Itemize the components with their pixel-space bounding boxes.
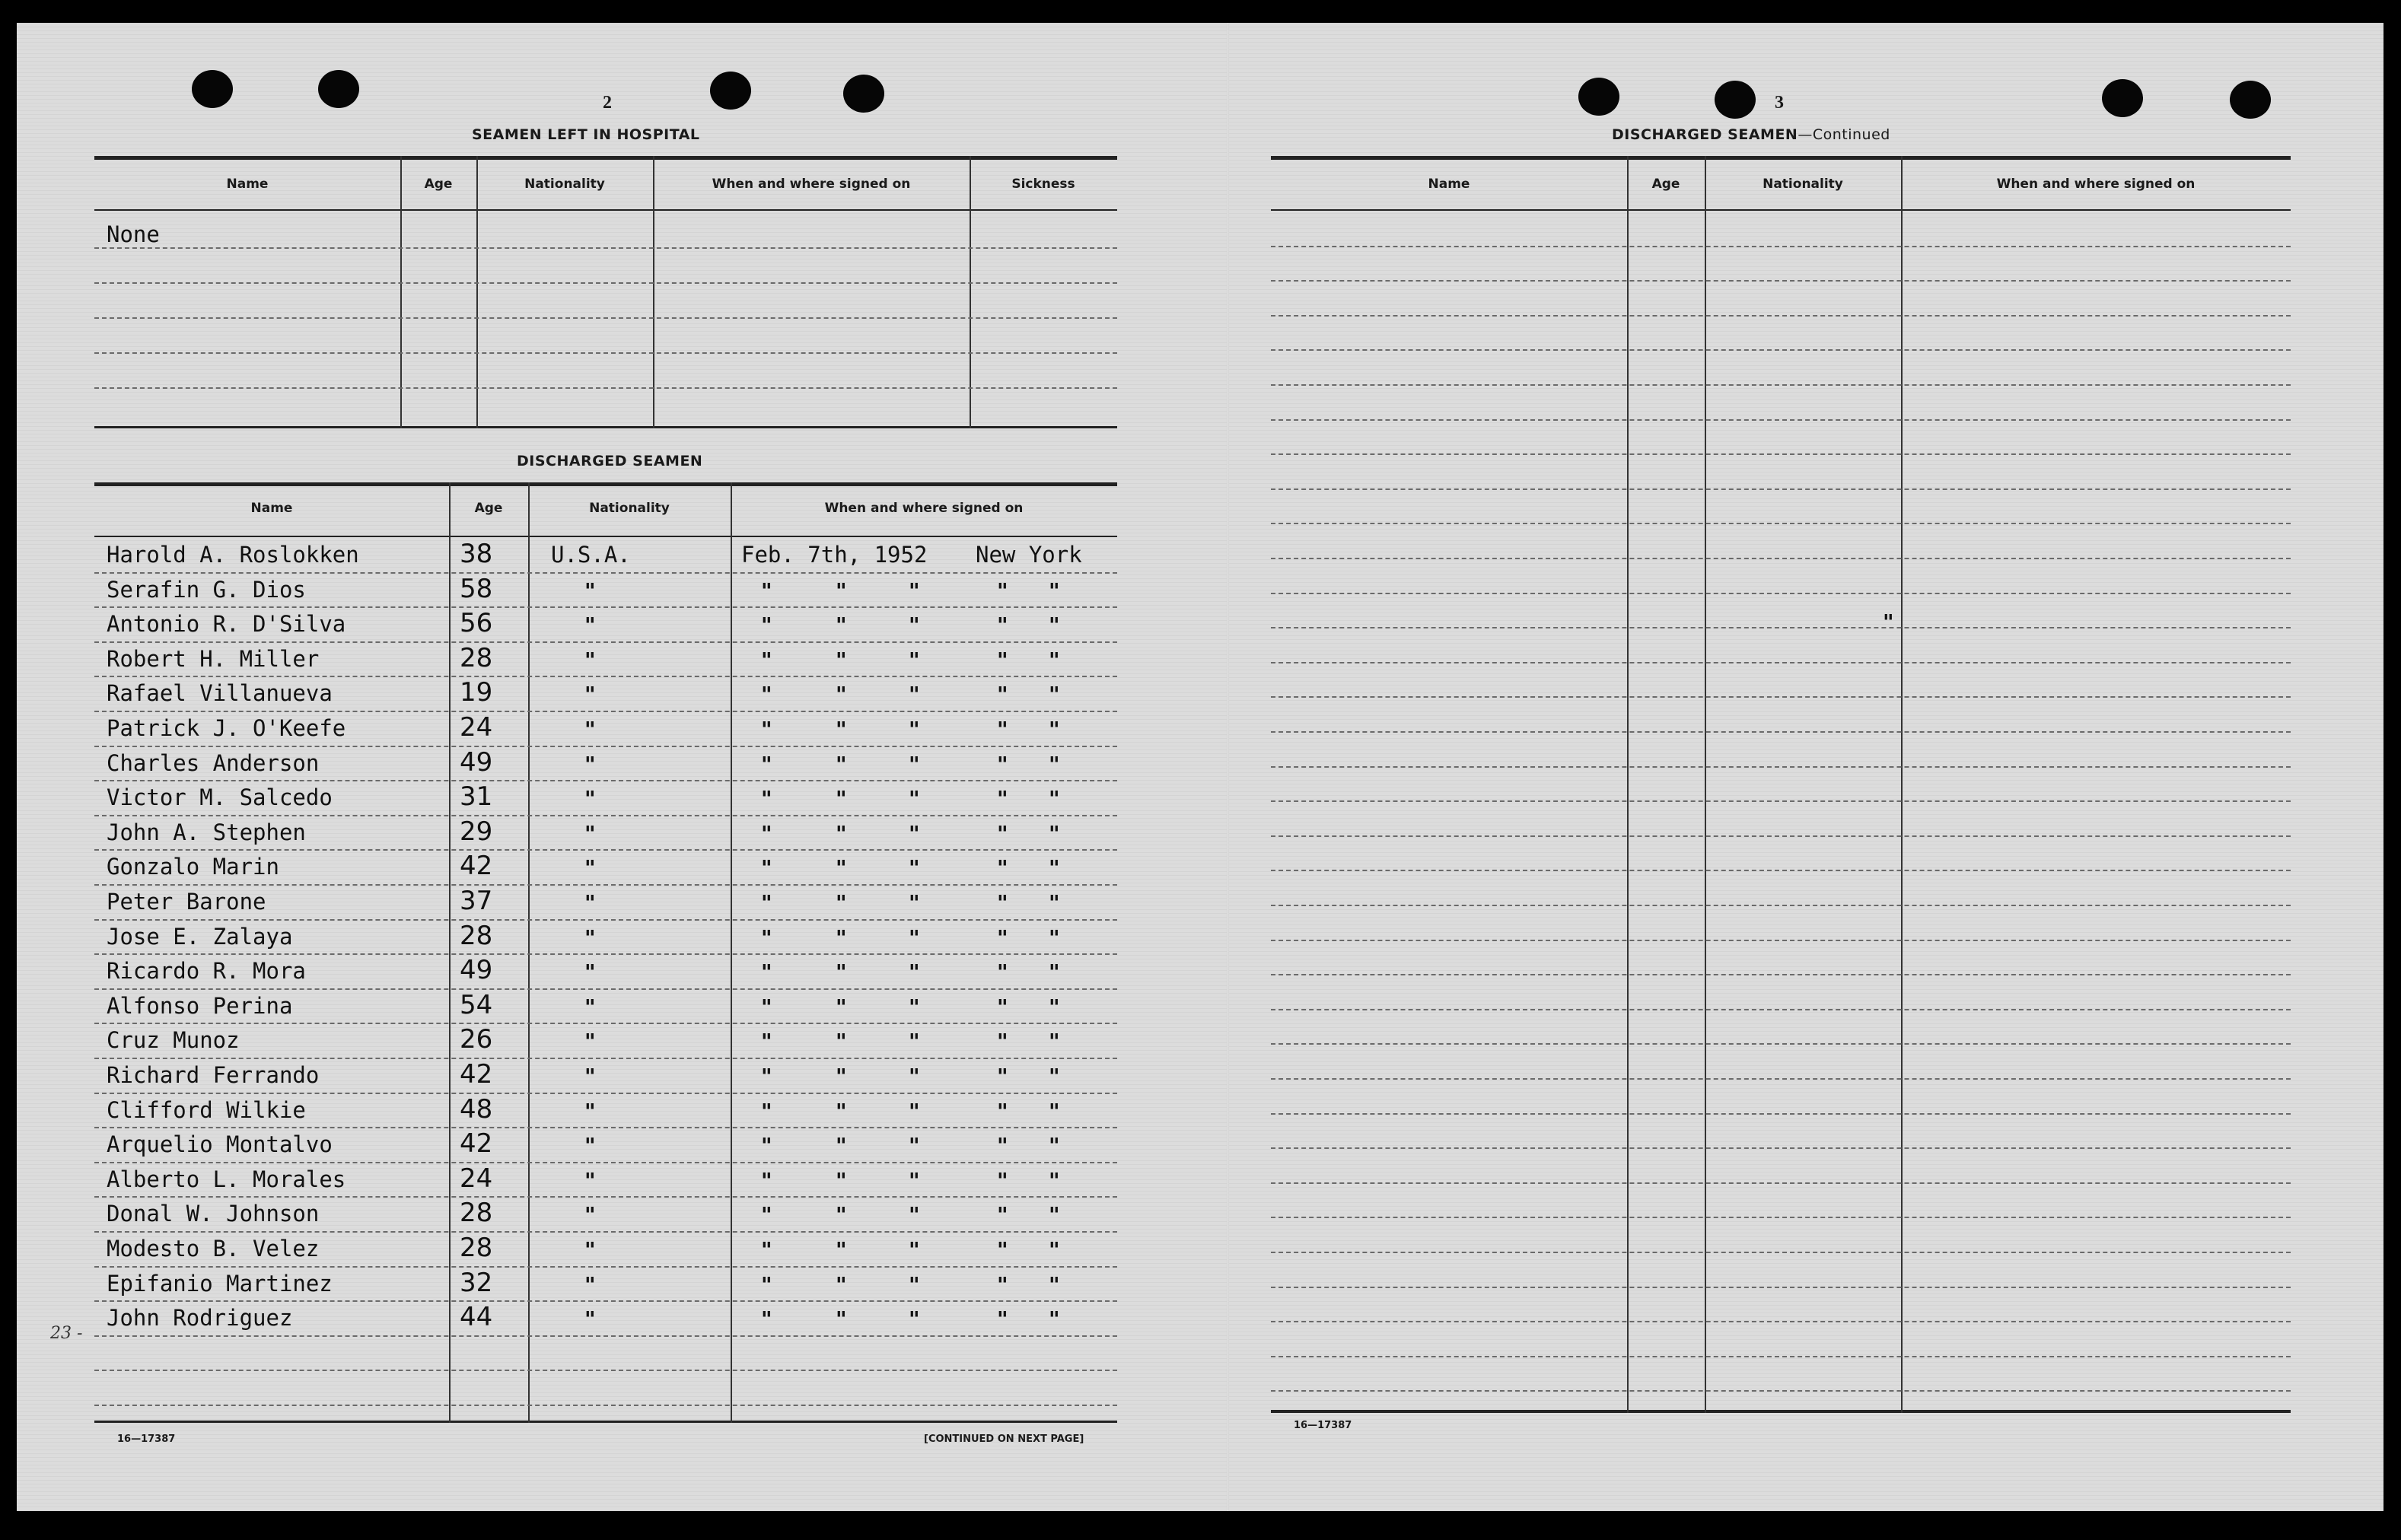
punch-hole (2230, 81, 2271, 119)
nationality-ditto: " (584, 1029, 596, 1055)
signed-on-ditto: " (909, 890, 920, 915)
signed-on-ditto: " (761, 578, 772, 603)
signed-on-ditto: " (836, 959, 847, 985)
nationality-ditto: " (584, 717, 596, 742)
row-rule (1271, 905, 2291, 906)
signed-on-ditto: " (1049, 1271, 1060, 1297)
signed-on-ditto: " (836, 820, 847, 846)
hospital-header-signed-on: When and where signed on (712, 177, 911, 192)
signed-on-ditto: " (1049, 682, 1060, 708)
row-rule (1271, 1078, 2291, 1080)
nationality-ditto: " (584, 1271, 596, 1297)
signed-on-ditto: " (997, 890, 1008, 915)
row-rule (1271, 1252, 2291, 1253)
seaman-age: 28 (460, 920, 493, 951)
hospital-header-sickness: Sickness (1011, 177, 1075, 192)
nationality-ditto: " (584, 751, 596, 777)
seaman-age: 24 (460, 712, 493, 743)
discharged-header-name: Name (250, 501, 293, 516)
signed-on-ditto: " (1049, 924, 1060, 950)
punch-hole (192, 70, 233, 108)
signed-on-ditto: " (836, 578, 847, 603)
row-rule (1271, 419, 2291, 421)
row-rule (94, 1405, 1117, 1406)
signed-on-ditto: " (909, 1306, 920, 1332)
signed-on-ditto: " (1049, 751, 1060, 777)
signed-on-ditto: " (836, 1133, 847, 1159)
signed-on-ditto: " (836, 1098, 847, 1124)
signed-on-ditto: " (761, 924, 772, 950)
row-rule (1271, 1356, 2291, 1357)
signed-on-ditto: " (997, 924, 1008, 950)
signed-on-ditto: " (761, 890, 772, 915)
row-rule (1271, 453, 2291, 455)
right-header-age: Age (1651, 177, 1680, 192)
seaman-name: Cruz Munoz (107, 1027, 240, 1054)
right-form-number: 16—17387 (1294, 1420, 1352, 1431)
seaman-age: 28 (460, 1198, 493, 1229)
right-page-number: 3 (1775, 93, 1784, 113)
row-rule (94, 1023, 1117, 1024)
hospital-header-name: Name (226, 177, 269, 192)
signed-on-ditto: " (1049, 612, 1060, 638)
seaman-age: 38 (460, 539, 493, 569)
nationality-ditto: " (584, 924, 596, 950)
row-rule (94, 711, 1117, 712)
row-rule (94, 572, 1117, 574)
signed-on-ditto: " (997, 1098, 1008, 1124)
row-rule (1271, 384, 2291, 386)
row-rule (1271, 662, 2291, 663)
signed-on-ditto: " (836, 1064, 847, 1089)
signed-on-ditto: " (1049, 855, 1060, 881)
signed-on-ditto: " (761, 1167, 772, 1193)
seaman-name: Rafael Villanueva (107, 680, 333, 707)
seaman-name: John A. Stephen (107, 819, 306, 845)
signed-on-ditto: " (909, 820, 920, 846)
seaman-name: Arquelio Montalvo (107, 1131, 333, 1158)
seaman-name: Modesto B. Velez (107, 1236, 320, 1262)
row-rule (94, 1127, 1117, 1128)
signed-on-ditto: " (909, 1237, 920, 1262)
signed-on-ditto: " (836, 717, 847, 742)
discharged-header-signed-on: When and where signed on (824, 501, 1024, 516)
row-rule (1271, 766, 2291, 768)
nationality-ditto: " (584, 855, 596, 881)
punch-hole (1715, 81, 1756, 119)
signed-on-ditto: " (909, 994, 920, 1020)
signed-on-ditto: " (761, 786, 772, 812)
signed-on-ditto: " (761, 751, 772, 777)
seaman-name: Richard Ferrando (107, 1062, 320, 1088)
row-rule (1271, 1043, 2291, 1045)
seaman-age: 26 (460, 1024, 493, 1055)
row-rule (1271, 974, 2291, 975)
signed-on-ditto: " (761, 1098, 772, 1124)
row-rule (94, 1058, 1117, 1059)
row-rule (1271, 1287, 2291, 1288)
signed-on-ditto: " (997, 1029, 1008, 1055)
signed-on-ditto: " (761, 959, 772, 985)
nationality-ditto: " (584, 959, 596, 985)
signed-on-ditto: " (997, 751, 1008, 777)
row-rule (1271, 940, 2291, 941)
nationality-ditto: " (584, 647, 596, 673)
signed-on-ditto: " (909, 647, 920, 673)
signed-on-ditto: " (1049, 1237, 1060, 1262)
nationality-ditto: " (584, 1133, 596, 1159)
row-rule (94, 884, 1117, 886)
nationality-ditto: " (584, 1064, 596, 1089)
signed-on-date: Feb. 7th, 1952 (741, 542, 928, 568)
right-header-name: Name (1428, 177, 1470, 192)
signed-on-ditto: " (836, 855, 847, 881)
seaman-age: 32 (460, 1267, 493, 1298)
signed-on-ditto: " (909, 786, 920, 812)
signed-on-ditto: " (909, 1202, 920, 1228)
hospital-table (94, 156, 1117, 428)
signed-on-ditto: " (761, 1237, 772, 1262)
signed-on-ditto: " (836, 1306, 847, 1332)
right-title-continued: —Continued (1798, 126, 1890, 143)
row-rule (94, 1162, 1117, 1163)
signed-on-ditto: " (836, 994, 847, 1020)
signed-on-ditto: " (997, 994, 1008, 1020)
row-rule (94, 746, 1117, 747)
punch-hole (843, 75, 884, 113)
seaman-name: Donal W. Johnson (107, 1201, 320, 1227)
signed-on-ditto: " (909, 855, 920, 881)
nationality-ditto: " (584, 578, 596, 603)
seaman-age: 19 (460, 677, 493, 708)
seaman-name: Serafin G. Dios (107, 576, 306, 603)
hospital-header-nationality: Nationality (524, 177, 605, 192)
signed-on-ditto: " (1049, 1064, 1060, 1089)
row-rule (1271, 558, 2291, 559)
row-rule (1271, 835, 2291, 837)
continued-note: [CONTINUED ON NEXT PAGE] (924, 1433, 1084, 1445)
nationality-ditto: " (584, 1167, 596, 1193)
seaman-age: 56 (460, 608, 493, 639)
seaman-age: 58 (460, 573, 493, 604)
signed-on-ditto: " (836, 1202, 847, 1228)
row-rule (94, 676, 1117, 677)
signed-on-ditto: " (909, 1167, 920, 1193)
signed-on-ditto: " (909, 959, 920, 985)
signed-on-ditto: " (1049, 890, 1060, 915)
seaman-age: 42 (460, 1059, 493, 1090)
signed-on-ditto: " (761, 682, 772, 708)
signed-on-ditto: " (836, 682, 847, 708)
row-rule (1271, 1390, 2291, 1392)
seaman-name: Antonio R. D'Silva (107, 611, 346, 638)
signed-on-ditto: " (1049, 578, 1060, 603)
signed-on-ditto: " (997, 1133, 1008, 1159)
signed-on-ditto: " (997, 717, 1008, 742)
signed-on-ditto: " (836, 1167, 847, 1193)
signed-on-ditto: " (909, 717, 920, 742)
seaman-age: 49 (460, 746, 493, 778)
row-rule (1271, 280, 2291, 282)
nationality-ditto: " (584, 682, 596, 708)
seaman-age: 24 (460, 1163, 493, 1194)
seaman-age: 54 (460, 989, 493, 1020)
signed-on-ditto: " (761, 1271, 772, 1297)
row-rule (1271, 1009, 2291, 1010)
right-header-nationality: Nationality (1763, 177, 1843, 192)
signed-on-ditto: " (1049, 717, 1060, 742)
seaman-age: 31 (460, 781, 493, 813)
row-rule (94, 1093, 1117, 1094)
row-rule (1271, 315, 2291, 317)
page-fold (1227, 23, 1229, 1511)
row-rule (1271, 246, 2291, 247)
hospital-section-title: SEAMEN LEFT IN HOSPITAL (472, 126, 700, 143)
row-rule (1271, 1217, 2291, 1218)
signed-on-ditto: " (997, 647, 1008, 673)
left-page-number: 2 (603, 93, 612, 113)
signed-on-ditto: " (761, 1029, 772, 1055)
signed-on-ditto: " (836, 1029, 847, 1055)
seaman-name: Victor M. Salcedo (107, 784, 333, 811)
row-rule (1271, 1182, 2291, 1184)
signed-on-ditto: " (997, 959, 1008, 985)
row-rule (94, 1370, 1117, 1371)
signed-on-ditto: " (761, 994, 772, 1020)
signed-on-ditto: " (997, 1167, 1008, 1193)
punch-hole (2102, 79, 2143, 117)
row-rule (94, 1335, 1117, 1337)
nationality-ditto: " (584, 612, 596, 638)
hospital-entry: None (107, 221, 160, 247)
seaman-name: Clifford Wilkie (107, 1096, 306, 1123)
seaman-name: Ricardo R. Mora (107, 958, 306, 985)
seaman-name: Epifanio Martinez (107, 1270, 333, 1297)
signed-on-ditto: " (997, 578, 1008, 603)
signed-on-ditto: " (909, 1271, 920, 1297)
right-page-title (1612, 126, 1890, 143)
row-rule (1271, 593, 2291, 594)
signed-on-ditto: " (836, 751, 847, 777)
row-rule (1271, 870, 2291, 871)
seaman-nationality: U.S.A. (551, 542, 631, 568)
seaman-name: Patrick J. O'Keefe (107, 715, 346, 741)
signed-on-ditto: " (761, 1202, 772, 1228)
signed-on-ditto: " (761, 612, 772, 638)
signed-on-ditto: " (836, 612, 847, 638)
seaman-age: 48 (460, 1093, 493, 1125)
row-rule (94, 780, 1117, 781)
signed-on-ditto: " (1049, 1167, 1060, 1193)
nationality-ditto: " (584, 994, 596, 1020)
signed-on-ditto: " (997, 1271, 1008, 1297)
signed-on-ditto: " (909, 1098, 920, 1124)
row-rule (94, 606, 1117, 608)
row-rule (1271, 731, 2291, 733)
seaman-name: Robert H. Miller (107, 645, 320, 672)
signed-on-ditto: " (909, 1029, 920, 1055)
signed-on-ditto: " (909, 751, 920, 777)
signed-on-ditto: " (1049, 1306, 1060, 1332)
seaman-age: 42 (460, 851, 493, 882)
signed-on-ditto: " (761, 1064, 772, 1089)
signed-on-ditto: " (836, 1271, 847, 1297)
signed-on-ditto: " (997, 1237, 1008, 1262)
nationality-ditto: " (584, 890, 596, 915)
row-rule (1271, 1321, 2291, 1322)
signed-on-ditto: " (997, 1306, 1008, 1332)
signed-on-ditto: " (997, 682, 1008, 708)
seaman-age: 28 (460, 1233, 493, 1263)
discharged-header-age: Age (474, 501, 503, 516)
signed-on-ditto: " (997, 1202, 1008, 1228)
signed-on-ditto: " (761, 1306, 772, 1332)
punch-hole (710, 72, 751, 110)
seaman-name: Alberto L. Morales (107, 1166, 346, 1192)
discharged-table (94, 482, 1117, 1423)
signed-on-ditto: " (909, 1064, 920, 1089)
signed-on-ditto: " (997, 786, 1008, 812)
row-rule (1271, 523, 2291, 524)
seaman-age: 28 (460, 642, 493, 673)
seaman-name: Jose E. Zalaya (107, 923, 293, 950)
row-rule (1271, 349, 2291, 351)
seaman-age: 29 (460, 816, 493, 847)
nationality-ditto: " (584, 1202, 596, 1228)
signed-on-ditto: " (1049, 647, 1060, 673)
signed-on-ditto: " (836, 924, 847, 950)
margin-note: 23 - (50, 1324, 83, 1343)
seaman-age: 42 (460, 1128, 493, 1160)
punch-hole (1578, 78, 1619, 116)
seaman-name: Gonzalo Marin (107, 854, 279, 880)
row-rule (1271, 627, 2291, 628)
signed-on-ditto: " (836, 1237, 847, 1262)
seaman-age: 44 (460, 1302, 493, 1333)
discharged-section-title: DISCHARGED SEAMEN (517, 453, 703, 469)
nationality-ditto: " (584, 820, 596, 846)
seaman-age: 49 (460, 955, 493, 986)
signed-on-ditto: " (909, 924, 920, 950)
nationality-ditto: " (584, 1306, 596, 1332)
signed-on-ditto: " (836, 786, 847, 812)
row-rule (94, 1196, 1117, 1198)
row-rule (1271, 488, 2291, 490)
row-rule (94, 953, 1117, 955)
row-rule (94, 849, 1117, 851)
row-rule (94, 815, 1117, 816)
seaman-name: John Rodriguez (107, 1305, 293, 1332)
nationality-ditto: " (584, 1098, 596, 1124)
hospital-header-age: Age (424, 177, 453, 192)
signed-on-ditto: " (997, 612, 1008, 638)
signed-on-ditto: " (909, 682, 920, 708)
discharged-header-nationality: Nationality (589, 501, 670, 516)
signed-on-ditto: " (1049, 786, 1060, 812)
row-rule (94, 1231, 1117, 1233)
right-ditto-mark: " (1883, 609, 1894, 635)
seaman-name: Alfonso Perina (107, 992, 293, 1019)
signed-on-ditto: " (1049, 1029, 1060, 1055)
signed-on-ditto: " (761, 1133, 772, 1159)
row-rule (94, 919, 1117, 921)
signed-on-ditto: " (909, 612, 920, 638)
signed-on-ditto: " (997, 820, 1008, 846)
signed-on-ditto: " (997, 855, 1008, 881)
signed-on-ditto: " (1049, 1098, 1060, 1124)
signed-on-ditto: " (1049, 1202, 1060, 1228)
punch-hole (318, 70, 359, 108)
right-header-signed-on: When and where signed on (1996, 177, 2196, 192)
signed-on-ditto: " (909, 1133, 920, 1159)
seaman-name: Charles Anderson (107, 749, 320, 776)
signed-on-ditto: " (909, 578, 920, 603)
row-rule (1271, 696, 2291, 698)
signed-on-ditto: " (1049, 1133, 1060, 1159)
nationality-ditto: " (584, 786, 596, 812)
signed-on-ditto: " (761, 717, 772, 742)
signed-on-ditto: " (836, 890, 847, 915)
nationality-ditto: " (584, 1237, 596, 1262)
signed-on-ditto: " (997, 1064, 1008, 1089)
row-rule (94, 1300, 1117, 1302)
left-form-number: 16—17387 (117, 1433, 176, 1445)
signed-on-ditto: " (836, 647, 847, 673)
signed-on-ditto: " (1049, 959, 1060, 985)
signed-on-ditto: " (1049, 820, 1060, 846)
right-discharged-table (1271, 156, 2291, 1413)
right-title-main: DISCHARGED SEAMEN (1612, 126, 1798, 143)
signed-on-place: New York (976, 542, 1082, 568)
row-rule (94, 988, 1117, 990)
signed-on-ditto: " (761, 647, 772, 673)
seaman-name: Harold A. Roslokken (107, 542, 359, 568)
signed-on-ditto: " (1049, 994, 1060, 1020)
row-rule (1271, 1147, 2291, 1149)
row-rule (1271, 800, 2291, 802)
row-rule (94, 641, 1117, 643)
seaman-name: Peter Barone (107, 889, 266, 915)
seaman-age: 37 (460, 886, 493, 916)
signed-on-ditto: " (761, 820, 772, 846)
row-rule (94, 1266, 1117, 1268)
row-rule (1271, 1113, 2291, 1115)
signed-on-ditto: " (761, 855, 772, 881)
